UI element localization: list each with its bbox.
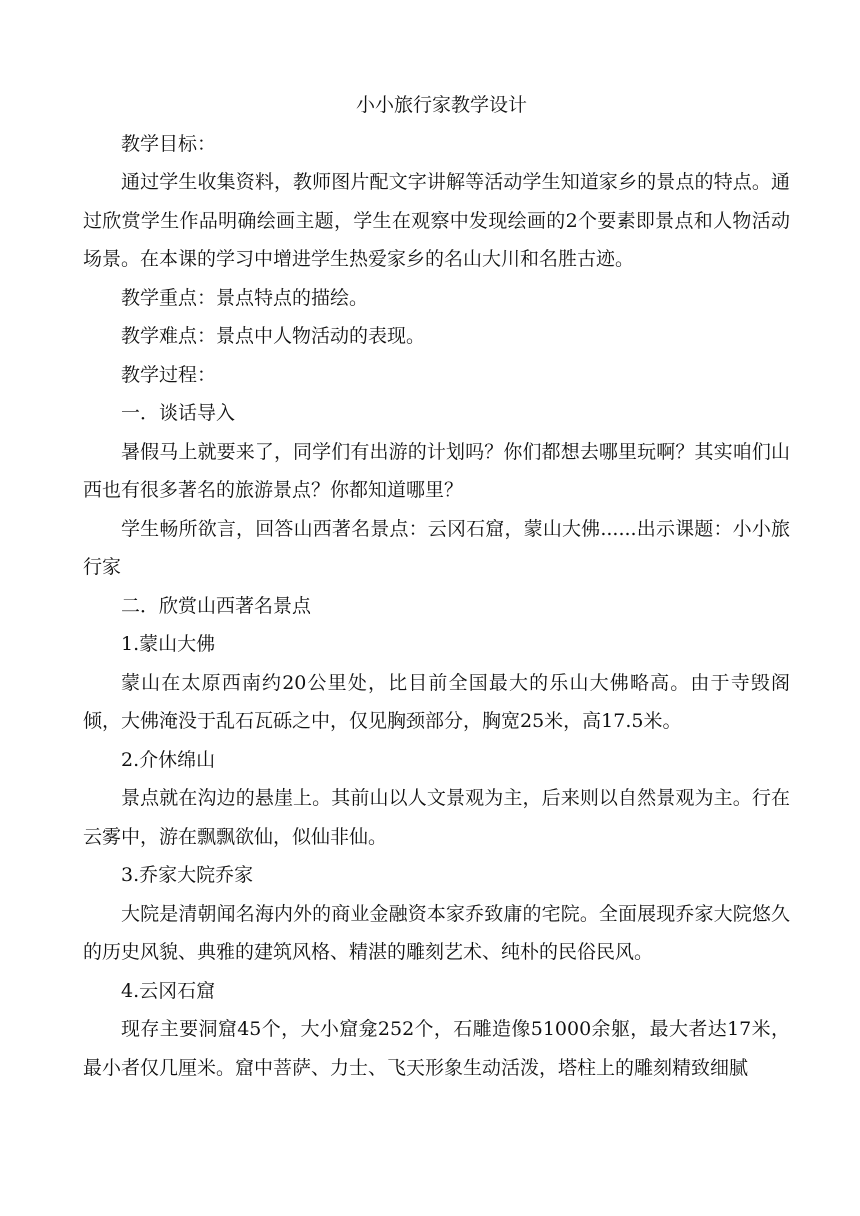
section-heading-objectives: 教学目标： — [121, 132, 217, 155]
paragraph-intro: 暑假马上就要来了，同学们有出游的计划吗？你们都想去哪里玩啊？其实咱们山西也有很多著名的旅游景点？你都知道哪里？ — [83, 440, 790, 501]
subheading-mengshan: 1.蒙山大佛 — [121, 633, 216, 655]
section-heading-appreciate: 二．欣赏山西著名景点 — [121, 594, 312, 617]
document-title: 小小旅行家教学设计 — [355, 94, 527, 116]
paragraph-difficulty: 教学难点：景点中人物活动的表现。 — [121, 325, 426, 347]
section-heading-process: 教学过程： — [121, 363, 217, 386]
paragraph-mengshan: 蒙山在太原西南约20公里处，比目前全国最大的乐山大佛略高。由于寺毁阁倾，大佛淹没于乱石瓦砾之中，仅见胸颈部分，胸宽25米，高17.5米。 — [83, 671, 790, 732]
subheading-yungang: 4.云冈石窟 — [121, 979, 216, 1002]
paragraph-objectives: 通过学生收集资料，教师图片配文字讲解等活动学生知道家乡的景点的特点。通过欣赏学生作品明确绘画主题，学生在观察中发现绘画的2个要素即景点和人物活动场景。在本课的学习中增进学生热爱家乡的名山大川和名胜古迹。 — [83, 171, 790, 270]
subheading-qiaojia: 3.乔家大院乔家 — [121, 864, 254, 886]
section-heading-intro: 一．谈话导入 — [121, 402, 236, 424]
subheading-mianshan: 2.介休绵山 — [121, 748, 216, 771]
paragraph-students-answer: 学生畅所欲言，回答山西著名景点：云冈石窟，蒙山大佛......出示课题：小小旅行家 — [83, 517, 790, 578]
paragraph-key-point: 教学重点：景点特点的描绘。 — [121, 286, 369, 309]
paragraph-yungang: 现存主要洞窟45个，大小窟龛252个，石雕造像51000余躯，最大者达17米，最小者仅几厘米。窟中菩萨、力士、飞天形象生动活泼，塔柱上的雕刻精致细腻 — [83, 1018, 790, 1079]
paragraph-qiaojia: 大院是清朝闻名海内外的商业金融资本家乔致庸的宅院。全面展现乔家大院悠久的历史风貌、典雅的建筑风格、精湛的雕刻艺术、纯朴的民俗民风。 — [83, 902, 790, 963]
paragraph-mianshan: 景点就在沟边的悬崖上。其前山以人文景观为主，后来则以自然景观为主。行在云雾中，游在飘飘欲仙，似仙非仙。 — [83, 787, 790, 848]
